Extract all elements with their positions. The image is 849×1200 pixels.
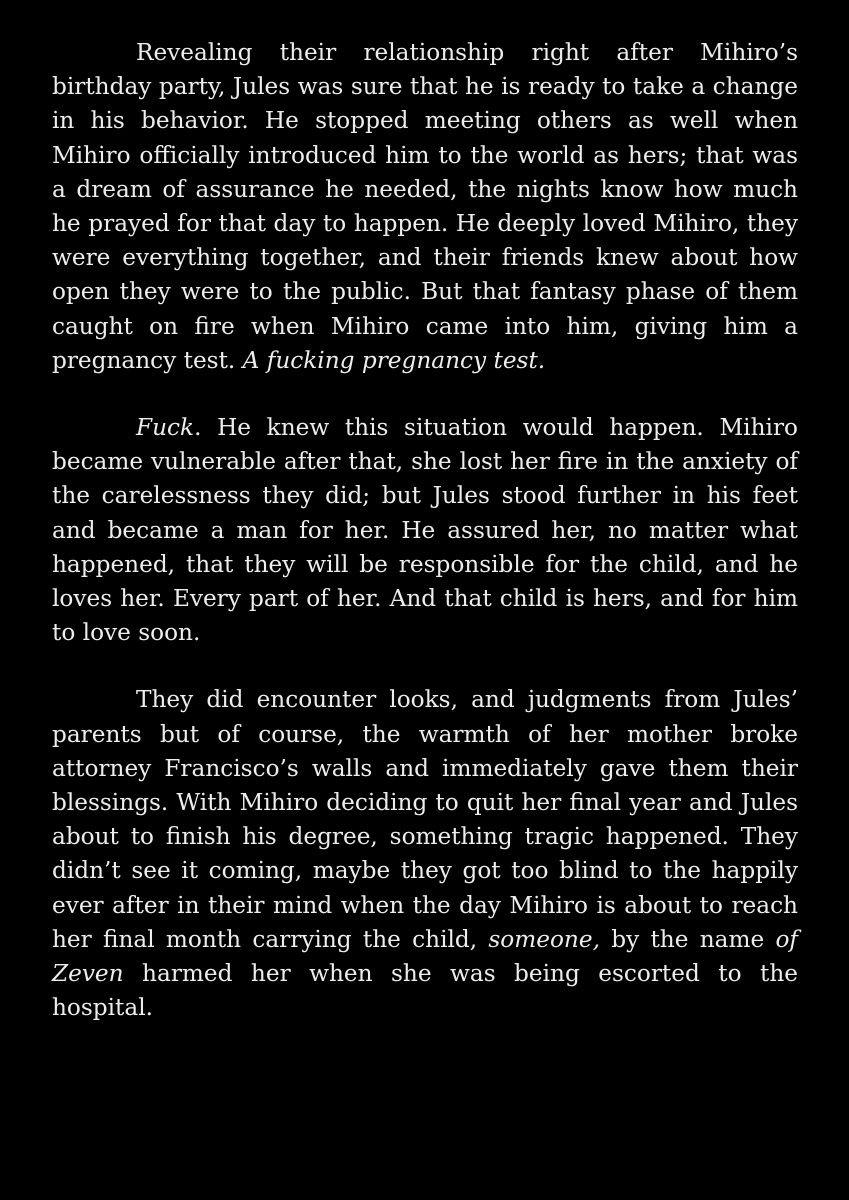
paragraph-2-italic-opening: Fuck [136,414,195,442]
paragraph-1-italic-ending: A fucking pregnancy test. [242,346,546,374]
paragraph-3-italic-someone: someone, [488,925,600,953]
paragraph-3-text-ending: harmed her when she was being escorted to the hospital. [52,960,798,1022]
paragraph-1-text: Revealing their relationship right after Mihiro’s birthday party, Jules was sure that he is ready to take a change in his behavior. He stopped meeting others as well when Mihiro officially introduced him to the world as hers; that was a dream of assurance he needed, the nights know how much he prayed for that day to happen. He deeply loved Mihiro, they were everything together, and their friends knew about how open they were to the public. But that fantasy phase of them caught on fire when Mihiro came into him, giving him a pregnancy test. [52,39,798,374]
paragraph-1 [52,36,798,378]
paragraph-3-text: They did encounter looks, and judgments from Jules’ parents but of course, the warmth of her mother broke attorney Francisco’s walls and immediately gave them their blessings. With Mihiro deciding to quit her final year and Jules about to finish his degree, something tragic happened. They didn’t see it coming, maybe they got too blind to the happily ever after in their mind when the day Mihiro is about to reach her final month carrying the child, [52,686,798,953]
paragraph-2-text: . He knew this situation would happen. Mihiro became vulnerable after that, she lost her fire in the anxiety of the carelessness they did; but Jules stood further in his feet and became a man for her. He assured her, no matter what happened, that they will be responsible for the child, and he loves her. Every part of her. And that child is hers, and for him to love soon. [52,414,798,647]
paragraph-3-italic-zeven: of Zeven [52,925,798,988]
paragraph-3 [52,683,798,1025]
paragraph-2 [52,411,798,650]
paragraph-3-text-by-name: by the name [599,925,776,953]
story-page [52,36,798,1025]
